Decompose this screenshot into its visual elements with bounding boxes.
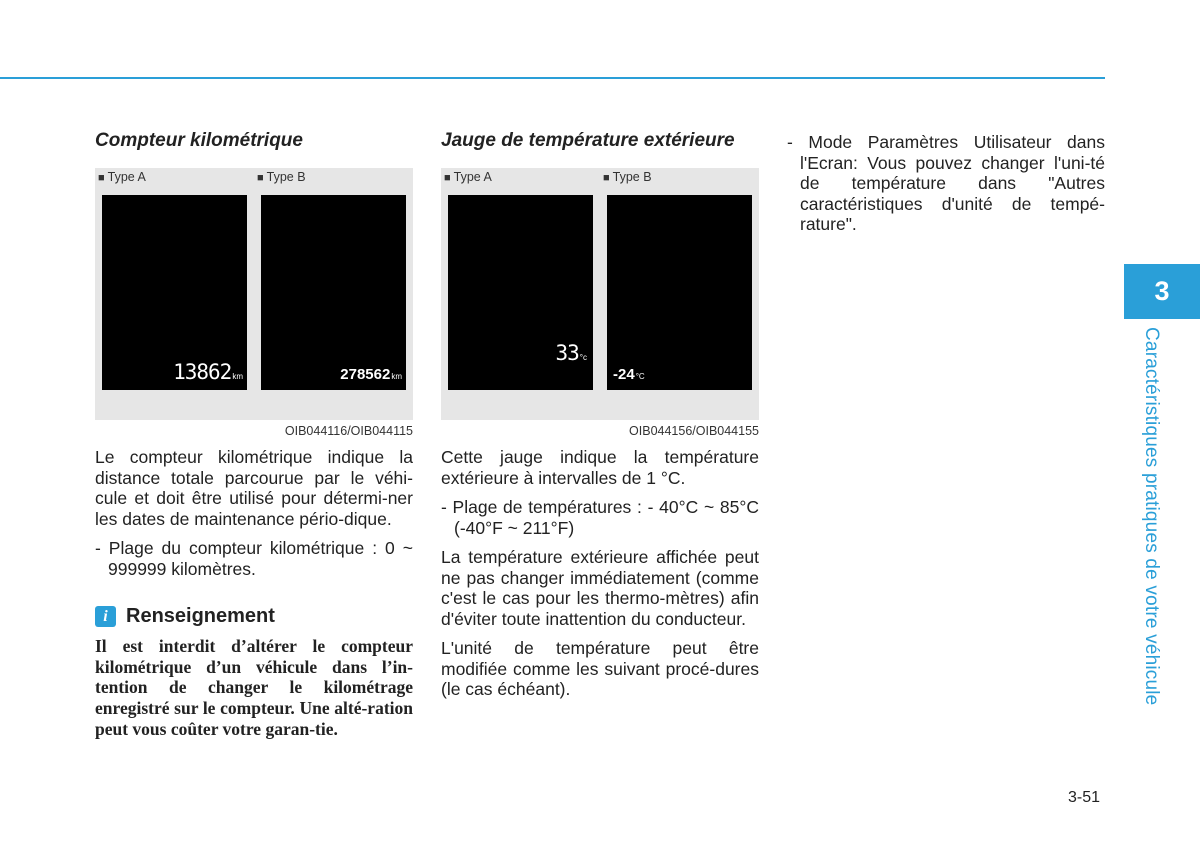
info-title: Renseignement	[126, 605, 275, 627]
info-icon: i	[95, 606, 116, 627]
column-left	[95, 128, 413, 740]
display-screen-b	[261, 195, 406, 390]
info-body: Il est interdit d’altérer le compteur kilométrique d’un véhicule dans l’in-tention de changer le kilométrage enregistré sur le compteur. Une alté-ration peut vous coûter votre garan-tie.	[95, 636, 413, 739]
info-heading	[95, 605, 413, 628]
bullet-item: - Mode Paramètres Utilisateur dans l'Ecran: Vous pouvez changer l'uni-té de température dans "Autres caractéristiques d'unité de tempé-rature".	[787, 132, 1105, 234]
display-screen-a	[448, 195, 593, 390]
display-screen-a	[102, 195, 247, 390]
top-rule	[0, 77, 1105, 79]
display-screen-b	[607, 195, 752, 390]
square-bullet-icon: ■	[444, 172, 451, 184]
paragraph: Cette jauge indique la température extérieure à intervalles de 1 °C.	[441, 447, 759, 488]
section-heading-temperature: Jauge de température extérieure	[441, 130, 735, 151]
figure-code: OIB044156/OIB044155	[629, 424, 759, 438]
section-heading-odometer: Compteur kilométrique	[95, 130, 303, 151]
paragraph: La température extérieure affichée peut ne pas changer immédiatement (comme c'est le cas pour les thermo-mètres) afin d'éviter toute inattention du conducteur.	[441, 547, 759, 629]
column-middle	[441, 128, 759, 700]
figure-temperature	[441, 168, 759, 420]
figure-label-b: ■ Type B	[257, 170, 306, 184]
bullet-item: - Plage de températures : - 40°C ~ 85°C (-40°F ~ 211°F)	[441, 497, 759, 538]
paragraph: Le compteur kilométrique indique la distance totale parcourue par le véhi-cule et doit être utilisé pour détermi-ner les dates de maintenance pério-dique.	[95, 447, 413, 529]
chapter-tab: 3	[1124, 264, 1200, 319]
square-bullet-icon: ■	[257, 172, 264, 184]
temperature-readout-a: 33°c	[555, 341, 587, 365]
page-number: 3-51	[1068, 789, 1101, 806]
temperature-readout-b: -24°C	[613, 366, 645, 383]
figure-label-b: ■ Type B	[603, 170, 652, 184]
figure-label-a: ■ Type A	[444, 170, 492, 184]
figure-odometer	[95, 168, 413, 420]
figure-label-a: ■ Type A	[98, 170, 146, 184]
bullet-item: - Plage du compteur kilométrique : 0 ~ 999999 kilomètres.	[95, 538, 413, 579]
square-bullet-icon: ■	[603, 172, 610, 184]
odometer-readout-a: 13862km	[173, 360, 243, 384]
figure-code: OIB044116/OIB044115	[284, 424, 413, 438]
chapter-title: Caractéristiques pratiques de votre véhicule	[1141, 327, 1162, 706]
odometer-readout-b: 278562km	[340, 366, 402, 383]
paragraph: L'unité de température peut être modifiée comme les suivant procé-dures (le cas échéant).	[441, 638, 759, 699]
square-bullet-icon: ■	[98, 172, 105, 184]
column-right	[787, 128, 1105, 235]
